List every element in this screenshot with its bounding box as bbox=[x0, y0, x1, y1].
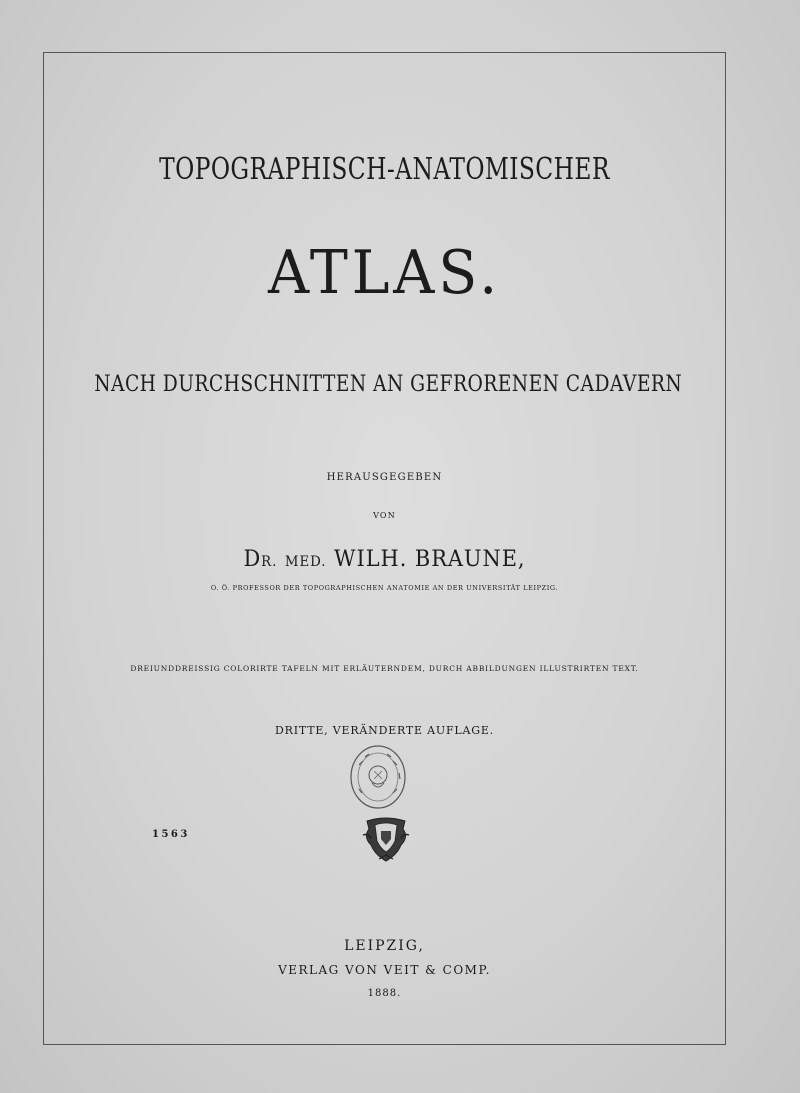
author-title-initial: D bbox=[243, 547, 262, 572]
publisher-city: LEIPZIG, bbox=[344, 938, 425, 954]
by-label: VON bbox=[373, 511, 396, 520]
printer-emblem-icon bbox=[361, 815, 411, 863]
shelfmark-number: 1563 bbox=[152, 829, 190, 840]
main-title: ATLAS. bbox=[267, 238, 502, 308]
publisher-name: VERLAG VON VEIT & COMP. bbox=[278, 963, 491, 977]
editor-label: HERAUSGEGEBEN bbox=[326, 472, 443, 483]
author-line bbox=[60, 547, 709, 572]
title-line: TOPOGRAPHISCH-ANATOMISCHER bbox=[159, 152, 610, 187]
author-name: WILH. BRAUNE, bbox=[334, 547, 526, 572]
plates-description: DREIUNDDREISSIG COLORIRTE TAFELN MIT ERLÄUTERNDEM, DURCH ABBILDUNGEN ILLUSTRIRTEN TEXT. bbox=[130, 664, 639, 673]
edition-statement: DRITTE, VERÄNDERTE AUFLAGE. bbox=[275, 724, 494, 737]
library-stamp-icon bbox=[347, 743, 409, 811]
author-title-med: MED. bbox=[284, 554, 327, 570]
author-title-rest: R. bbox=[261, 554, 278, 570]
author-affiliation: O. Ö. PROFESSOR DER TOPOGRAPHISCHEN ANATOMIE AN DER UNIVERSITÄT LEIPZIG. bbox=[210, 584, 559, 592]
subtitle: NACH DURCHSCHNITTEN AN GEFRORENEN CADAVERN bbox=[94, 372, 683, 397]
publication-year: 1888. bbox=[367, 988, 402, 999]
